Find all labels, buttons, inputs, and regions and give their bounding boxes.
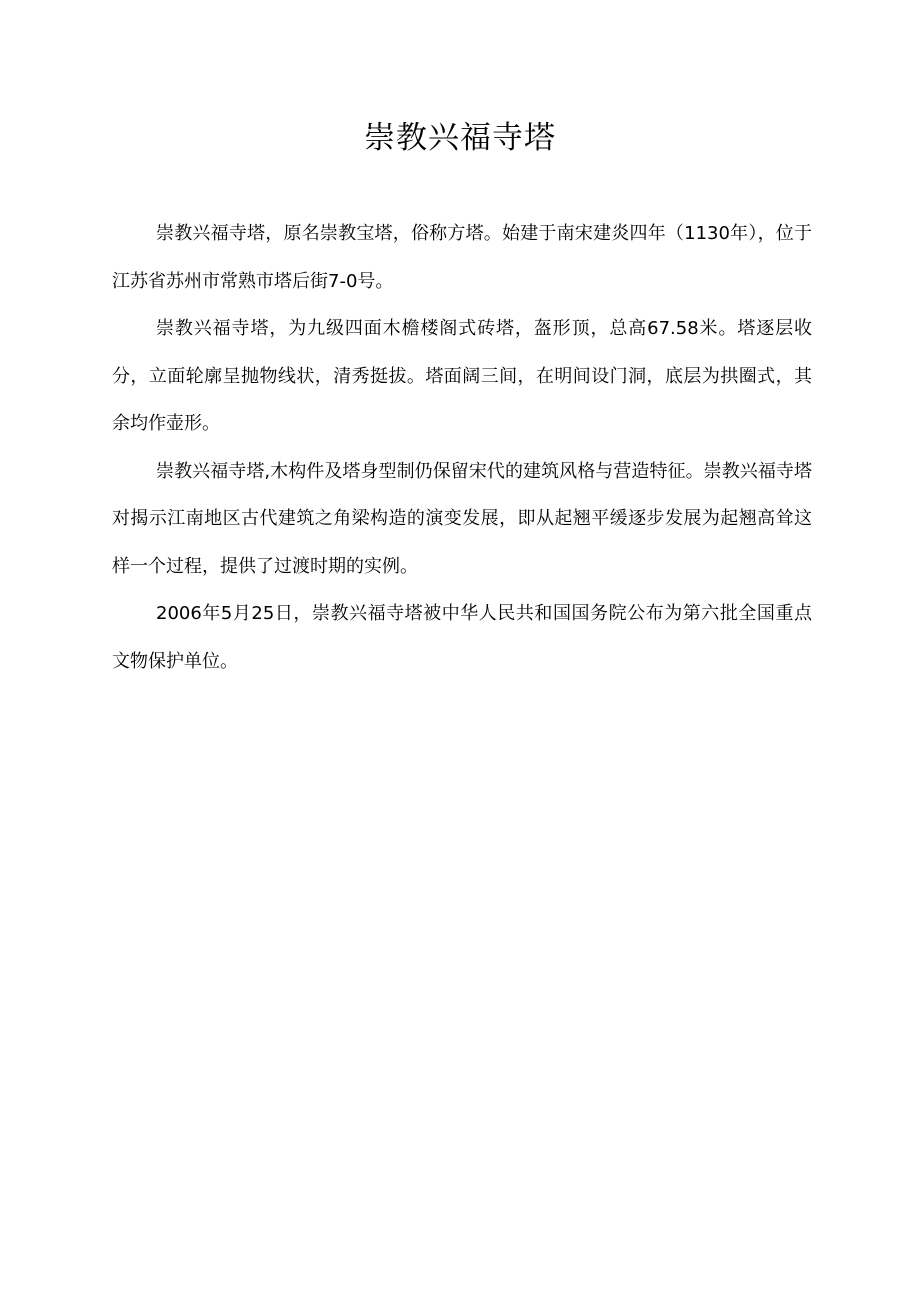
paragraph-significance: 崇教兴福寺塔,木构件及塔身型制仍保留宋代的建筑风格与营造特征。崇教兴福寺塔对揭示江南地区古代建筑之角梁构造的演变发展，即从起翘平缓逐步发展为起翘高耸这样一个过程，提供了过渡时期的实例。 [112, 460, 812, 577]
paragraph-origin: 崇教兴福寺塔，原名崇教宝塔，俗称方塔。始建于南宋建炎四年（1130年），位于江苏省苏州市常熟市塔后街7-0号。 [112, 223, 812, 292]
document-title: 崇教兴福寺塔 [364, 120, 556, 156]
paragraph-structure: 崇教兴福寺塔，为九级四面木檐楼阁式砖塔，盔形顶，总高67.58米。塔逐层收分，立面轮廓呈抛物线状，清秀挺拔。塔面阔三间，在明间设门洞，底层为拱圈式，其余均作壶形。 [112, 318, 812, 434]
document-body [112, 210, 812, 685]
paragraph-protection-status: 2006年5月25日，崇教兴福寺塔被中华人民共和国国务院公布为第六批全国重点文物保护单位。 [112, 603, 812, 672]
